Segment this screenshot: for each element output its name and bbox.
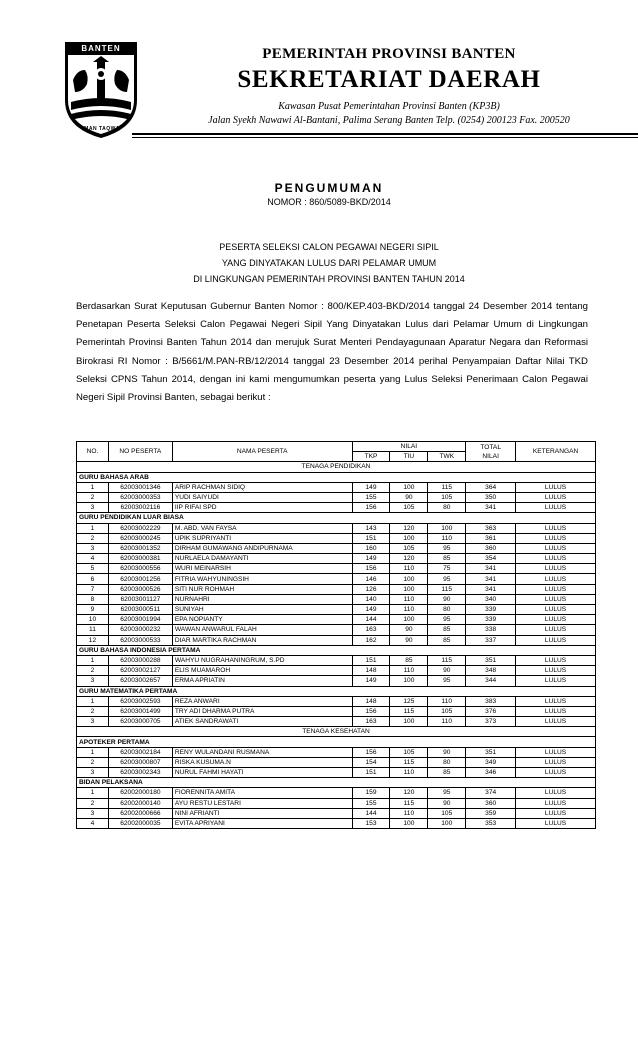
section-row [77, 727, 596, 737]
cell-total: 373 [466, 717, 516, 727]
cell-nama: FITRIA WAHYUNINGSIH [172, 574, 352, 584]
cell-total: 346 [466, 768, 516, 778]
cell-total: 339 [466, 615, 516, 625]
cell-no: 1 [77, 482, 109, 492]
cell-nama: ATIEK SANDRAWATI [172, 717, 352, 727]
cell-tkp: 151 [352, 533, 390, 543]
cell-nama: ARIP RACHMAN SIDIQ [172, 482, 352, 492]
cell-tiu: 110 [390, 564, 428, 574]
cell-keterangan: LULUS [516, 757, 596, 767]
cell-no: 1 [77, 696, 109, 706]
cell-total: 354 [466, 554, 516, 564]
cell-no-peserta: 62003002116 [108, 503, 172, 513]
cell-tiu: 100 [390, 717, 428, 727]
cell-twk: 110 [428, 696, 466, 706]
cell-total: 337 [466, 635, 516, 645]
table-row [77, 676, 596, 686]
cell-tkp: 153 [352, 818, 390, 828]
cell-no-peserta: 62003002657 [108, 676, 172, 686]
cell-no-peserta: 62003002127 [108, 666, 172, 676]
group-title: GURU BAHASA INDONESIA PERTAMA [77, 645, 596, 655]
cell-keterangan: LULUS [516, 492, 596, 502]
cell-tkp: 144 [352, 808, 390, 818]
cell-nama: WAHYU NUGRAHANINGRUM, S.PD [172, 655, 352, 665]
cell-twk: 95 [428, 615, 466, 625]
cell-nama: NINI AFRIANTI [172, 808, 352, 818]
cell-twk: 95 [428, 543, 466, 553]
cell-keterangan: LULUS [516, 706, 596, 716]
cell-no: 1 [77, 747, 109, 757]
group-row [77, 513, 596, 523]
cell-total: 341 [466, 584, 516, 594]
group-title: GURU MATEMATIKA PERTAMA [77, 686, 596, 696]
cell-no-peserta: 62003000381 [108, 554, 172, 564]
cell-twk: 90 [428, 798, 466, 808]
cell-no: 1 [77, 523, 109, 533]
table-row [77, 655, 596, 665]
cell-tiu: 85 [390, 655, 428, 665]
cell-total: 349 [466, 757, 516, 767]
cell-keterangan: LULUS [516, 747, 596, 757]
table-row [77, 523, 596, 533]
cell-twk: 85 [428, 768, 466, 778]
cell-tiu: 100 [390, 676, 428, 686]
cell-no-peserta: 62003000556 [108, 564, 172, 574]
cell-tiu: 110 [390, 808, 428, 818]
cell-twk: 100 [428, 523, 466, 533]
cell-no-peserta: 62003001346 [108, 482, 172, 492]
cell-nama: EPA NOPIANTY [172, 615, 352, 625]
table-row [77, 788, 596, 798]
cell-no-peserta: 62003000232 [108, 625, 172, 635]
cell-no: 2 [77, 798, 109, 808]
cell-nama: RENY WULANDANI RUSMANA [172, 747, 352, 757]
cell-total: 383 [466, 696, 516, 706]
cell-total: 340 [466, 594, 516, 604]
cell-no-peserta: 62002000140 [108, 798, 172, 808]
header-total-line1: TOTAL [480, 443, 501, 451]
table-row [77, 574, 596, 584]
cell-tiu: 105 [390, 747, 428, 757]
cell-tkp: 163 [352, 625, 390, 635]
header-total-nilai [466, 442, 516, 462]
table-row [77, 757, 596, 767]
cell-no: 8 [77, 594, 109, 604]
header-no-peserta: NO PESERTA [108, 442, 172, 462]
cell-total: 351 [466, 655, 516, 665]
group-row [77, 472, 596, 482]
cell-no: 1 [77, 788, 109, 798]
cell-total: 353 [466, 818, 516, 828]
header-tkp: TKP [352, 452, 390, 462]
cell-nama: DIAR MARTIKA RACHMAN [172, 635, 352, 645]
table-row [77, 808, 596, 818]
cell-total: 341 [466, 574, 516, 584]
cell-nama: AYU RESTU LESTARI [172, 798, 352, 808]
banten-emblem-logo [63, 40, 139, 138]
cell-no-peserta: 62003001352 [108, 543, 172, 553]
cell-no: 2 [77, 492, 109, 502]
cell-no-peserta: 62003002593 [108, 696, 172, 706]
cell-tiu: 100 [390, 482, 428, 492]
header-rule-thick [132, 133, 638, 135]
cell-keterangan: LULUS [516, 615, 596, 625]
cell-twk: 100 [428, 818, 466, 828]
cell-tkp: 149 [352, 554, 390, 564]
cell-no-peserta: 62003002184 [108, 747, 172, 757]
cell-nama: YUDI SAIYUDI [172, 492, 352, 502]
cell-tkp: 154 [352, 757, 390, 767]
table-row [77, 635, 596, 645]
cell-no: 2 [77, 757, 109, 767]
cell-tkp: 149 [352, 482, 390, 492]
header-keterangan: KETERANGAN [516, 442, 596, 462]
logo-text-bottom: IMAN TAQWA [82, 126, 120, 132]
cell-tiu: 90 [390, 635, 428, 645]
cell-no-peserta: 62003002343 [108, 768, 172, 778]
cell-tiu: 105 [390, 543, 428, 553]
cell-twk: 105 [428, 492, 466, 502]
cell-tiu: 100 [390, 574, 428, 584]
cell-keterangan: LULUS [516, 543, 596, 553]
announcement-subtitle-1: PESERTA SELEKSI CALON PEGAWAI NEGERI SIPIL [219, 242, 439, 252]
cell-twk: 115 [428, 655, 466, 665]
cell-no: 3 [77, 503, 109, 513]
cell-tiu: 90 [390, 492, 428, 502]
cell-nama: EVITA APRIYANI [172, 818, 352, 828]
cell-total: 364 [466, 482, 516, 492]
cell-tkp: 155 [352, 798, 390, 808]
cell-nama: WAWAN ANWARUL FALAH [172, 625, 352, 635]
cell-tkp: 146 [352, 574, 390, 584]
cell-tiu: 125 [390, 696, 428, 706]
cell-keterangan: LULUS [516, 523, 596, 533]
cell-keterangan: LULUS [516, 533, 596, 543]
cell-twk: 95 [428, 574, 466, 584]
cell-tiu: 100 [390, 818, 428, 828]
group-title: GURU PENDIDIKAN LUAR BIASA [77, 513, 596, 523]
table-body [77, 462, 596, 829]
cell-no-peserta: 62003000511 [108, 605, 172, 615]
table-row [77, 503, 596, 513]
cell-twk: 90 [428, 747, 466, 757]
cell-no: 3 [77, 808, 109, 818]
header-nilai: NILAI [352, 442, 466, 452]
header-nama-peserta: NAMA PESERTA [172, 442, 352, 462]
cell-no: 4 [77, 554, 109, 564]
cell-keterangan: LULUS [516, 717, 596, 727]
cell-nama: NURLAELA DAMAYANTI [172, 554, 352, 564]
cell-nama: UPIK SUPRIYANTI [172, 533, 352, 543]
cell-tiu: 90 [390, 625, 428, 635]
table-row [77, 696, 596, 706]
cell-tkp: 140 [352, 594, 390, 604]
cell-tkp: 163 [352, 717, 390, 727]
cell-keterangan: LULUS [516, 818, 596, 828]
cell-tkp: 126 [352, 584, 390, 594]
announcement-subtitle-3: DI LINGKUNGAN PEMERINTAH PROVINSI BANTEN TAHUN 2014 [193, 274, 465, 284]
cell-tiu: 120 [390, 788, 428, 798]
cell-nama: SUNIYAH [172, 605, 352, 615]
cell-no-peserta: 62003000705 [108, 717, 172, 727]
cell-tiu: 100 [390, 584, 428, 594]
cell-no-peserta: 62003001994 [108, 615, 172, 625]
cell-tiu: 115 [390, 757, 428, 767]
cell-no-peserta: 62003000245 [108, 533, 172, 543]
cell-total: 341 [466, 564, 516, 574]
cell-tkp: 156 [352, 503, 390, 513]
cell-tkp: 149 [352, 605, 390, 615]
table-row [77, 666, 596, 676]
table-row [77, 584, 596, 594]
header-office-name: SEKRETARIAT DAERAH [237, 66, 541, 93]
cell-twk: 105 [428, 808, 466, 818]
cell-no: 2 [77, 533, 109, 543]
cell-keterangan: LULUS [516, 584, 596, 594]
cell-no: 6 [77, 574, 109, 584]
table-row [77, 594, 596, 604]
cell-tkp: 160 [352, 543, 390, 553]
cell-nama: IIP RIFAI SPD [172, 503, 352, 513]
cell-total: 344 [466, 676, 516, 686]
announcement-paragraph: Berdasarkan Surat Keputusan Gubernur Banten Nomor : 800/KEP.403-BKD/2014 tanggal 24 Desember 2014 tentang Penetapan Peserta Seleksi Calon Pegawai Negeri Sipil Yang Dinyatakan Lulus dari Pelamar Umum di Lingkungan Pemerintah Provinsi Banten Tahun 2014 dan merujuk Surat Menteri Pendayagunaan Aparatur Negara dan Reformasi Birokrasi RI Nomor : B/5661/M.PAN-RB/12/2014 tanggal 23 Desember 2014 perihal Penyampaian Daftar Nilai TKD Seleksi CPNS Tahun 2014, dengan ini kami mengumumkan peserta yang Lulus Seleksi Penerimaan Calon Pegawai Negeri Sipil Provinsi Banten, sebagai berikut : [76, 301, 588, 404]
cell-no-peserta: 62002000180 [108, 788, 172, 798]
header-area: Kawasan Pusat Pemerintahan Provinsi Banten (KP3B) [278, 101, 500, 112]
cell-no-peserta: 62003001256 [108, 574, 172, 584]
cell-keterangan: LULUS [516, 798, 596, 808]
cell-tiu: 100 [390, 615, 428, 625]
cell-tkp: 159 [352, 788, 390, 798]
section-title: TENAGA PENDIDIKAN [77, 462, 596, 472]
cell-twk: 110 [428, 717, 466, 727]
table-row [77, 533, 596, 543]
cell-twk: 115 [428, 482, 466, 492]
cell-no-peserta: 62003000353 [108, 492, 172, 502]
cell-no: 3 [77, 768, 109, 778]
cell-keterangan: LULUS [516, 655, 596, 665]
cell-nama: TRY ADI DHARMA PUTRA [172, 706, 352, 716]
table-row [77, 615, 596, 625]
cell-no-peserta: 62003000807 [108, 757, 172, 767]
cell-twk: 110 [428, 533, 466, 543]
announcement-title: PENGUMUMAN [274, 181, 384, 195]
cell-no-peserta: 62002000035 [108, 818, 172, 828]
cell-twk: 90 [428, 594, 466, 604]
cell-no: 11 [77, 625, 109, 635]
cell-tiu: 120 [390, 523, 428, 533]
cell-twk: 75 [428, 564, 466, 574]
cell-no: 7 [77, 584, 109, 594]
table-row [77, 798, 596, 808]
cell-keterangan: LULUS [516, 503, 596, 513]
cell-twk: 90 [428, 666, 466, 676]
header-tiu: TIU [390, 452, 428, 462]
cell-total: 351 [466, 747, 516, 757]
cell-no: 12 [77, 635, 109, 645]
group-row [77, 686, 596, 696]
cell-no: 10 [77, 615, 109, 625]
table-row [77, 747, 596, 757]
table-row [77, 564, 596, 574]
cell-no-peserta: 62003001499 [108, 706, 172, 716]
cell-twk: 105 [428, 706, 466, 716]
cell-tkp: 156 [352, 747, 390, 757]
cell-tiu: 115 [390, 798, 428, 808]
cell-no-peserta: 62002000666 [108, 808, 172, 818]
cell-total: 376 [466, 706, 516, 716]
table-row [77, 717, 596, 727]
cell-tiu: 110 [390, 605, 428, 615]
cell-no-peserta: 62003000533 [108, 635, 172, 645]
cell-nama: REZA ANWARI [172, 696, 352, 706]
cell-no: 3 [77, 676, 109, 686]
cell-total: 360 [466, 543, 516, 553]
cell-keterangan: LULUS [516, 696, 596, 706]
cell-keterangan: LULUS [516, 564, 596, 574]
group-title: GURU BAHASA ARAB [77, 472, 596, 482]
cell-no-peserta: 62003002229 [108, 523, 172, 533]
cell-nama: RISKA KUSUMA.N [172, 757, 352, 767]
header-no: NO. [77, 442, 109, 462]
cell-tkp: 155 [352, 492, 390, 502]
group-row [77, 645, 596, 655]
cell-tiu: 110 [390, 768, 428, 778]
group-row [77, 778, 596, 788]
cell-keterangan: LULUS [516, 768, 596, 778]
cell-nama: ERMA APRIATIN [172, 676, 352, 686]
table-row [77, 554, 596, 564]
table-row [77, 605, 596, 615]
cell-tiu: 100 [390, 533, 428, 543]
results-table [76, 441, 596, 829]
cell-total: 350 [466, 492, 516, 502]
cell-no: 1 [77, 655, 109, 665]
cell-no: 9 [77, 605, 109, 615]
cell-tkp: 144 [352, 615, 390, 625]
table-header [77, 442, 596, 462]
cell-total: 361 [466, 533, 516, 543]
cell-tkp: 149 [352, 676, 390, 686]
table-row [77, 482, 596, 492]
group-title: APOTEKER PERTAMA [77, 737, 596, 747]
cell-no: 5 [77, 564, 109, 574]
cell-no: 3 [77, 543, 109, 553]
cell-keterangan: LULUS [516, 554, 596, 564]
cell-nama: WURI MEINARSIH [172, 564, 352, 574]
cell-keterangan: LULUS [516, 625, 596, 635]
cell-no: 2 [77, 706, 109, 716]
cell-no-peserta: 62003000526 [108, 584, 172, 594]
table-row [77, 768, 596, 778]
cell-tkp: 151 [352, 768, 390, 778]
cell-total: 348 [466, 666, 516, 676]
cell-tkp: 162 [352, 635, 390, 645]
header-government-name: PEMERINTAH PROVINSI BANTEN [262, 46, 516, 62]
cell-twk: 95 [428, 788, 466, 798]
cell-no-peserta: 62003000288 [108, 655, 172, 665]
header-rule-thin [132, 137, 638, 138]
cell-total: 338 [466, 625, 516, 635]
cell-twk: 85 [428, 625, 466, 635]
cell-total: 360 [466, 798, 516, 808]
cell-tkp: 156 [352, 706, 390, 716]
cell-tiu: 120 [390, 554, 428, 564]
cell-keterangan: LULUS [516, 788, 596, 798]
cell-total: 341 [466, 503, 516, 513]
cell-nama: ELIS MUAMAROH [172, 666, 352, 676]
cell-twk: 80 [428, 605, 466, 615]
cell-tkp: 143 [352, 523, 390, 533]
logo-text-top: BANTEN [81, 44, 121, 53]
cell-tkp: 148 [352, 696, 390, 706]
cell-tkp: 148 [352, 666, 390, 676]
cell-keterangan: LULUS [516, 676, 596, 686]
cell-nama: NURNAHRI [172, 594, 352, 604]
cell-twk: 115 [428, 584, 466, 594]
table-row [77, 625, 596, 635]
group-title: BIDAN PELAKSANA [77, 778, 596, 788]
cell-keterangan: LULUS [516, 594, 596, 604]
cell-keterangan: LULUS [516, 635, 596, 645]
cell-tkp: 156 [352, 564, 390, 574]
header-address: Jalan Syekh Nawawi Al-Bantani, Palima Serang Banten Telp. (0254) 200123 Fax. 200520 [208, 115, 570, 126]
cell-tkp: 151 [352, 655, 390, 665]
section-row [77, 462, 596, 472]
cell-no: 3 [77, 717, 109, 727]
table-row [77, 706, 596, 716]
table-row [77, 543, 596, 553]
cell-keterangan: LULUS [516, 574, 596, 584]
table-row [77, 818, 596, 828]
group-row [77, 737, 596, 747]
header-twk: TWK [428, 452, 466, 462]
cell-tiu: 110 [390, 594, 428, 604]
announcement-number: NOMOR : 860/5089-BKD/2014 [267, 197, 391, 207]
cell-tiu: 110 [390, 666, 428, 676]
cell-total: 339 [466, 605, 516, 615]
cell-no: 4 [77, 818, 109, 828]
cell-twk: 85 [428, 554, 466, 564]
cell-keterangan: LULUS [516, 482, 596, 492]
cell-no-peserta: 62003001127 [108, 594, 172, 604]
cell-twk: 80 [428, 757, 466, 767]
cell-no: 2 [77, 666, 109, 676]
cell-twk: 95 [428, 676, 466, 686]
section-title: TENAGA KESEHATAN [77, 727, 596, 737]
cell-tiu: 115 [390, 706, 428, 716]
cell-keterangan: LULUS [516, 808, 596, 818]
announcement-subtitle-2: YANG DINYATAKAN LULUS DARI PELAMAR UMUM [221, 258, 437, 268]
cell-nama: SITI NUR ROHMAH [172, 584, 352, 594]
cell-nama: M. ABD. VAN FAYSA [172, 523, 352, 533]
cell-twk: 85 [428, 635, 466, 645]
table-row [77, 492, 596, 502]
cell-total: 374 [466, 788, 516, 798]
cell-keterangan: LULUS [516, 666, 596, 676]
cell-tiu: 105 [390, 503, 428, 513]
cell-nama: NURUL FAHMI HAYATI [172, 768, 352, 778]
cell-total: 359 [466, 808, 516, 818]
cell-twk: 80 [428, 503, 466, 513]
cell-keterangan: LULUS [516, 605, 596, 615]
cell-nama: FIORENNITA AMITA [172, 788, 352, 798]
cell-nama: DIRHAM GUMAWANG ANDIPURNAMA [172, 543, 352, 553]
header-total-line2: NILAI [482, 452, 499, 460]
cell-total: 363 [466, 523, 516, 533]
